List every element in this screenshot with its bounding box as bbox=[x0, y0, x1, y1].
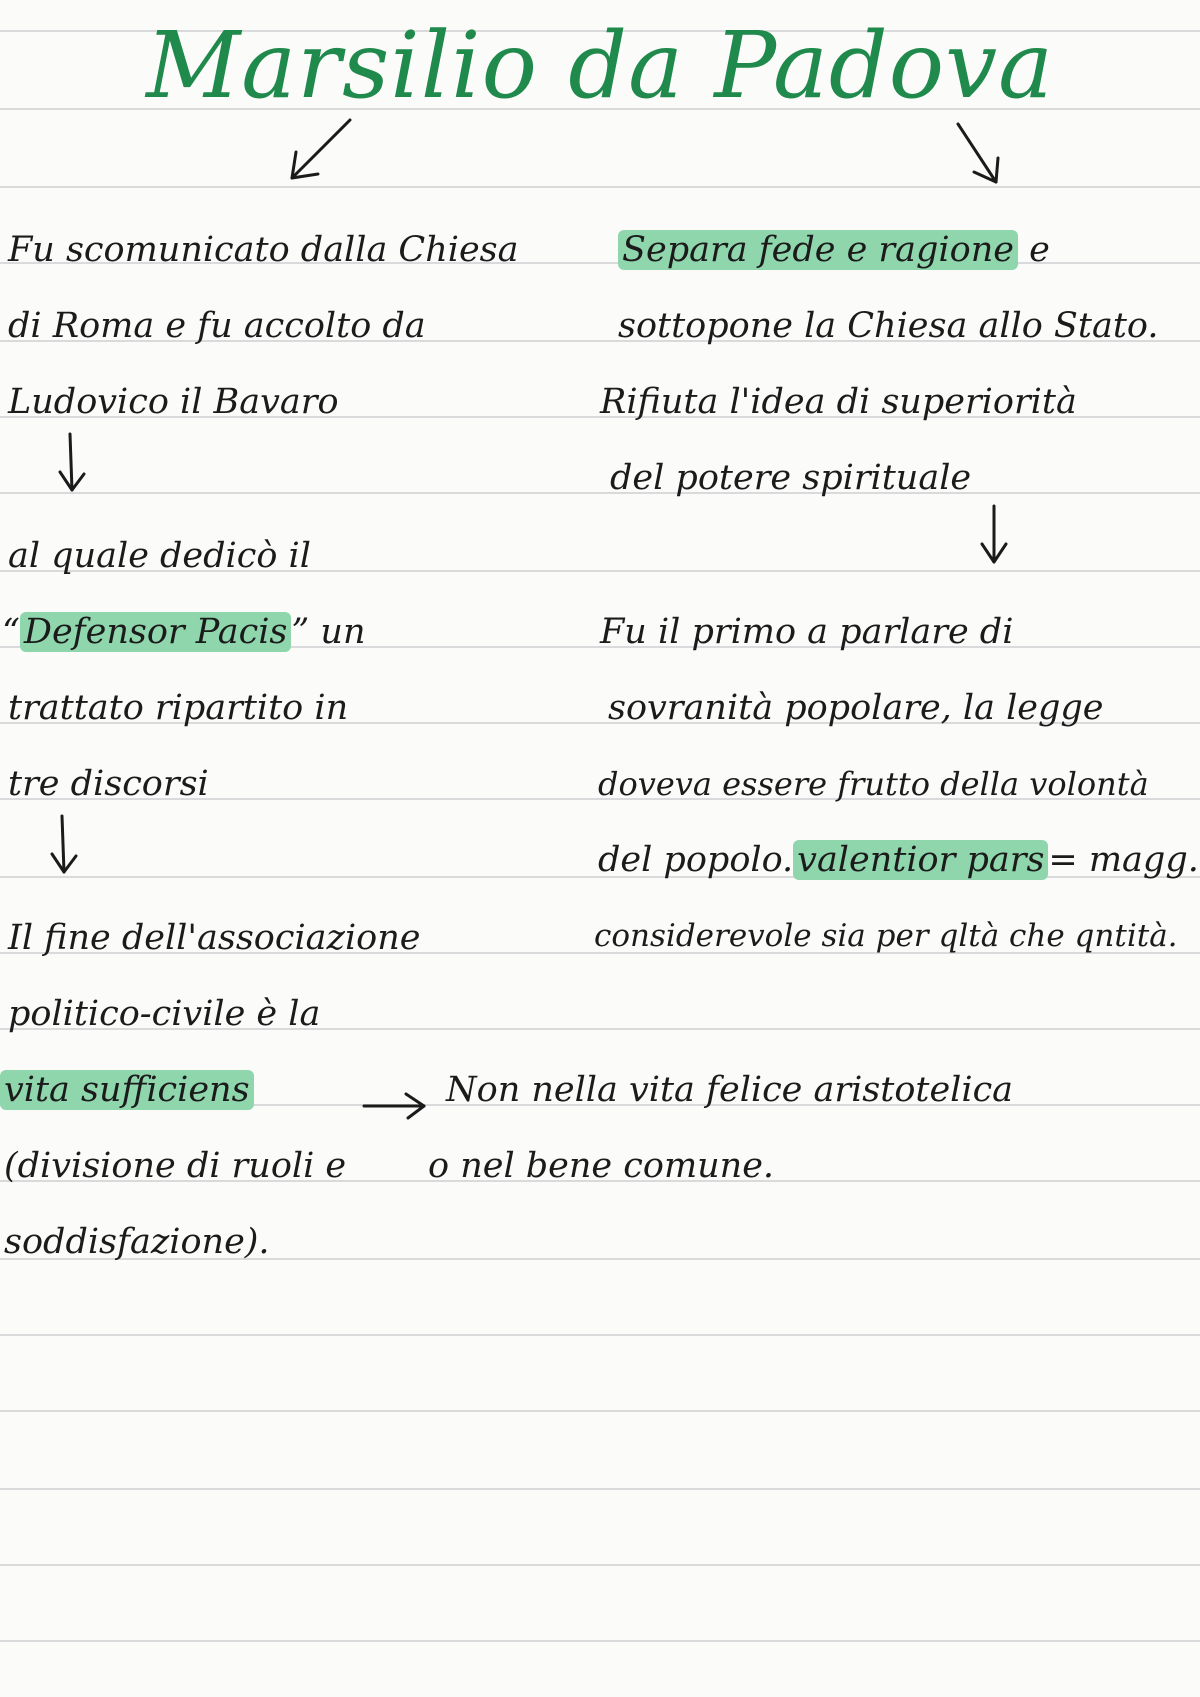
arrow-down-icon bbox=[974, 500, 1014, 572]
arrow-down-right-icon bbox=[950, 116, 1010, 194]
ruled-line bbox=[0, 186, 1200, 188]
left-line-12: soddisfazione). bbox=[4, 1222, 270, 1262]
right-line-1 bbox=[618, 228, 1050, 272]
right-line-8-post: = magg. bbox=[1048, 840, 1199, 880]
ruled-line bbox=[0, 1640, 1200, 1642]
left-line-3: Ludovico il Bavaro bbox=[8, 382, 339, 422]
highlight-defensor-pacis: Defensor Pacis bbox=[20, 612, 291, 652]
ruled-line bbox=[0, 1334, 1200, 1336]
right-line-5: Fu il primo a parlare di bbox=[600, 612, 1014, 652]
left-line-7: tre discorsi bbox=[8, 764, 209, 804]
arrow-down-left-icon bbox=[280, 112, 360, 190]
highlight-separa-fede: Separa fede e ragione bbox=[618, 230, 1018, 270]
left-line-2: di Roma e fu accolto da bbox=[8, 306, 426, 346]
right-line-6: sovranità popolare, la legge bbox=[608, 688, 1104, 728]
left-line-5 bbox=[2, 610, 366, 654]
left-line-6: trattato ripartito in bbox=[8, 688, 349, 728]
quote-open: “ bbox=[2, 612, 20, 652]
bottom-line-2: o nel bene comune. bbox=[428, 1146, 775, 1186]
right-line-1-rest: e bbox=[1017, 230, 1050, 270]
arrow-down-icon bbox=[44, 810, 84, 882]
left-line-4: al quale dedicò il bbox=[8, 536, 311, 576]
ruled-line bbox=[0, 492, 1200, 494]
left-line-1: Fu scomunicato dalla Chiesa bbox=[8, 230, 519, 270]
left-line-9: politico-civile è la bbox=[8, 994, 321, 1034]
arrow-right-icon bbox=[360, 1088, 434, 1122]
right-line-4: del potere spirituale bbox=[610, 458, 972, 498]
left-line-10 bbox=[0, 1068, 254, 1112]
highlight-valentior-pars: valentior pars bbox=[793, 840, 1048, 880]
arrow-down-icon bbox=[52, 428, 92, 500]
ruled-line bbox=[0, 1410, 1200, 1412]
right-line-2: sottopone la Chiesa allo Stato. bbox=[618, 306, 1159, 346]
right-line-3: Rifiuta l'idea di superiorità bbox=[600, 382, 1077, 422]
right-line-9: considerevole sia per qltà che qntità. bbox=[594, 918, 1178, 954]
right-line-8 bbox=[598, 838, 1199, 882]
right-line-7: doveva essere frutto della volontà bbox=[598, 765, 1149, 803]
highlight-vita-sufficiens: vita sufficiens bbox=[0, 1070, 254, 1110]
ruled-line bbox=[0, 1564, 1200, 1566]
right-line-8-pre: del popolo. bbox=[598, 840, 794, 880]
left-line-11: (divisione di ruoli e bbox=[4, 1146, 347, 1186]
left-line-8: Il fine dell'associazione bbox=[8, 918, 421, 958]
ruled-line bbox=[0, 1488, 1200, 1490]
page-title: Marsilio da Padova bbox=[146, 12, 1054, 119]
bottom-line-1: Non nella vita felice aristotelica bbox=[446, 1070, 1014, 1110]
quote-close-text: ” un bbox=[291, 612, 366, 652]
